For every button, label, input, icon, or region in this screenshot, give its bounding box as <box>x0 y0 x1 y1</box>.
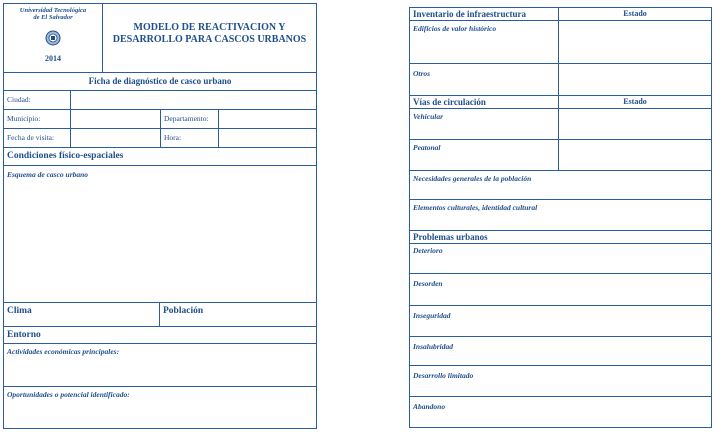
elementos-label: Elementos culturales, identidad cultural <box>413 203 538 212</box>
document-title-line2: DESARROLLO PARA CASCOS URBANOS <box>112 34 307 45</box>
vehicular-estado-field[interactable] <box>558 109 711 139</box>
otros-label: Otros <box>413 69 431 78</box>
peatonal-row <box>410 140 711 171</box>
departamento-label: Departamento: <box>164 114 209 123</box>
condiciones-heading: Condiciones físico-espaciales <box>7 151 124 161</box>
peatonal-estado-field[interactable] <box>558 140 711 170</box>
necesidades-area[interactable] <box>410 171 711 200</box>
vehicular-row <box>410 109 711 140</box>
inventario-header-row <box>410 8 711 21</box>
left-form <box>3 3 317 429</box>
condiciones-row <box>4 148 316 166</box>
vehicular-label: Vehicular <box>413 112 444 121</box>
ciudad-field[interactable] <box>70 91 316 109</box>
university-name-line1: Universidad Tecnológica <box>19 7 87 14</box>
form-title-row <box>4 73 316 91</box>
municipio-label: Municipio: <box>7 114 41 123</box>
university-seal-icon <box>45 29 61 47</box>
desarrollo-label: Desarrollo limitado <box>413 371 474 380</box>
municipio-row <box>4 110 316 129</box>
form-title: Ficha de diagnóstico de casco urbano <box>88 76 232 86</box>
entorno-row <box>4 327 316 344</box>
inventario-heading: Inventario de infraestructura <box>413 9 526 19</box>
poblacion-label: Población <box>163 306 204 316</box>
vias-heading: Vías de circulación <box>413 97 486 107</box>
inseguridad-label: Inseguridad <box>413 311 451 320</box>
university-logo-block <box>4 4 103 72</box>
inseguridad-area[interactable] <box>410 306 711 337</box>
estado-heading-2: Estado <box>623 97 647 106</box>
form-header <box>4 4 316 73</box>
actividades-area[interactable] <box>4 344 316 387</box>
deterioro-label: Deterioro <box>413 246 443 255</box>
ciudad-row <box>4 91 316 110</box>
entorno-heading: Entorno <box>7 330 41 340</box>
actividades-label: Actividades económicas principales: <box>7 347 120 356</box>
esquema-area[interactable] <box>4 166 316 303</box>
document-title-block <box>103 4 316 72</box>
fecha-field[interactable] <box>70 129 160 147</box>
otros-row <box>410 64 711 96</box>
abandono-area[interactable] <box>410 397 711 427</box>
desarrollo-area[interactable] <box>410 366 711 397</box>
desorden-area[interactable] <box>410 274 711 306</box>
clima-label: Clima <box>7 306 32 316</box>
fecha-row <box>4 129 316 148</box>
estado-header-cell <box>558 8 711 20</box>
insalubridad-label: Insalubridad <box>413 342 454 351</box>
elementos-area[interactable] <box>410 200 711 231</box>
departamento-cell <box>160 110 218 128</box>
peatonal-label: Peatonal <box>413 143 441 152</box>
year-label: 2014 <box>45 54 61 63</box>
edificios-row <box>410 21 711 64</box>
poblacion-cell[interactable] <box>159 303 316 326</box>
clima-poblacion-row <box>4 303 316 327</box>
problemas-row <box>410 231 711 244</box>
otros-estado-field[interactable] <box>558 64 711 95</box>
desorden-label: Desorden <box>413 279 443 288</box>
vias-header-row <box>410 96 711 109</box>
estado-header-cell-2 <box>558 96 711 108</box>
ciudad-label: Ciudad: <box>7 95 31 104</box>
document-title-line1: MODELO DE REACTIVACION Y <box>133 22 286 33</box>
necesidades-label: Necesidades generales de la población <box>413 174 532 183</box>
university-name-line2: de El Salvador <box>33 14 73 21</box>
edificios-label: Edificios de valor histórico <box>413 24 497 33</box>
oportunidades-label: Oportunidades o potencial identificado: <box>7 390 130 399</box>
right-form <box>409 7 712 428</box>
municipio-field[interactable] <box>70 110 160 128</box>
edificios-estado-field[interactable] <box>558 21 711 63</box>
hora-cell <box>160 129 218 147</box>
esquema-label: Esquema de casco urbano <box>7 170 89 179</box>
departamento-field[interactable] <box>218 110 316 128</box>
problemas-heading: Problemas urbanos <box>413 232 488 242</box>
hora-field[interactable] <box>218 129 316 147</box>
hora-label: Hora: <box>164 133 182 142</box>
estado-heading-1: Estado <box>623 9 647 18</box>
fecha-label: Fecha de visita: <box>7 133 55 142</box>
deterioro-area[interactable] <box>410 244 711 274</box>
oportunidades-area[interactable] <box>4 387 316 428</box>
abandono-label: Abandono <box>413 402 446 411</box>
insalubridad-area[interactable] <box>410 337 711 366</box>
